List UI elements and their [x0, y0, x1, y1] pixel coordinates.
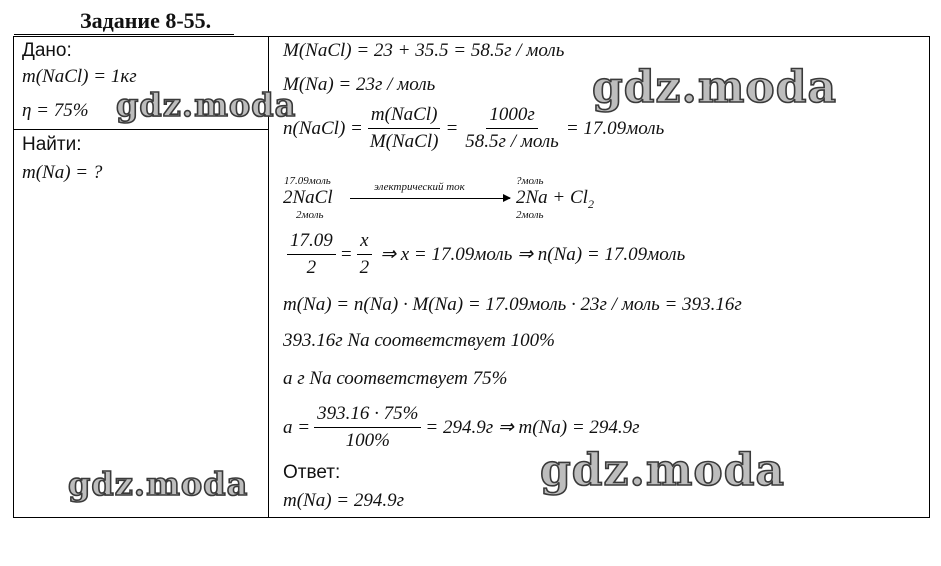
fraction-numerator: x	[357, 230, 371, 255]
yield-fraction	[314, 403, 421, 452]
fraction-denominator: 2	[306, 257, 317, 278]
proportion-75-percent: a г Na соответствует 75%	[283, 368, 508, 389]
answer-label: Ответ:	[283, 462, 341, 483]
proportion-fraction-2	[357, 230, 373, 279]
watermark-logo: gdz.moda	[592, 62, 838, 113]
reaction-arrow-icon	[350, 198, 510, 199]
reaction-reactant: 2NaCl	[283, 187, 333, 208]
yield-lhs: a =	[283, 416, 311, 438]
moles-nacl-fraction-1	[367, 104, 442, 153]
reaction-products-text: 2Na + Cl	[516, 187, 588, 208]
reaction-products-subscript: 2	[587, 196, 594, 211]
fraction-numerator: m(NaCl)	[368, 104, 441, 129]
moles-nacl-lhs: n(NaCl) =	[283, 117, 363, 139]
reaction-right-top: ?моль	[516, 175, 544, 187]
fraction-numerator: 1000г	[486, 104, 537, 129]
given-yield: η = 75%	[22, 100, 89, 121]
proportion-result: ⇒ x = 17.09моль ⇒ n(Na) = 17.09моль	[380, 244, 686, 265]
fraction-numerator: 17.09	[287, 230, 336, 255]
reaction-right-bottom: 2моль	[516, 209, 544, 221]
answer-value: m(Na) = 294.9г	[283, 490, 405, 511]
yield-result: = 294.9г ⇒ m(Na) = 294.9г	[425, 417, 640, 438]
reaction-arrow-label: электрический ток	[374, 181, 465, 193]
find-label: Найти:	[22, 134, 82, 155]
title-underline	[14, 34, 234, 35]
page-title: Задание 8-55.	[80, 8, 212, 33]
proportion-fraction-1	[287, 230, 336, 279]
watermark-logo: gdz.moda	[540, 445, 786, 496]
equals-sign: =	[339, 243, 353, 265]
molar-mass-nacl: M(NaCl) = 23 + 35.5 = 58.5г / моль	[283, 40, 565, 61]
given-label: Дано:	[22, 40, 72, 61]
mass-na-calculation: m(Na) = n(Na) · M(Na) = 17.09моль · 23г / моль = 393.16г	[283, 294, 742, 315]
find-mass-na: m(Na) = ?	[22, 162, 103, 183]
fraction-numerator: 393.16 · 75%	[314, 403, 421, 428]
fraction-denominator: M(NaCl)	[369, 131, 439, 152]
moles-nacl-fraction-2	[462, 104, 562, 153]
given-find-divider	[13, 129, 268, 130]
watermark-logo: gdz.moda	[116, 86, 297, 124]
equals-sign: =	[445, 117, 459, 139]
moles-nacl-result: = 17.09моль	[565, 117, 665, 139]
fraction-denominator: 58.5г / моль	[465, 131, 559, 152]
proportion-100-percent: 393.16г Na соответствует 100%	[283, 330, 555, 351]
given-mass-nacl: m(NaCl) = 1кг	[22, 66, 137, 87]
reaction-left-bottom: 2моль	[296, 209, 324, 221]
molar-mass-na: M(Na) = 23г / моль	[283, 74, 436, 95]
fraction-denominator: 2	[359, 257, 370, 278]
reaction-left-top: 17.09моль	[284, 175, 331, 187]
watermark-logo: gdz.moda	[68, 465, 249, 503]
fraction-denominator: 100%	[345, 430, 390, 451]
proportion-equation	[283, 230, 685, 279]
